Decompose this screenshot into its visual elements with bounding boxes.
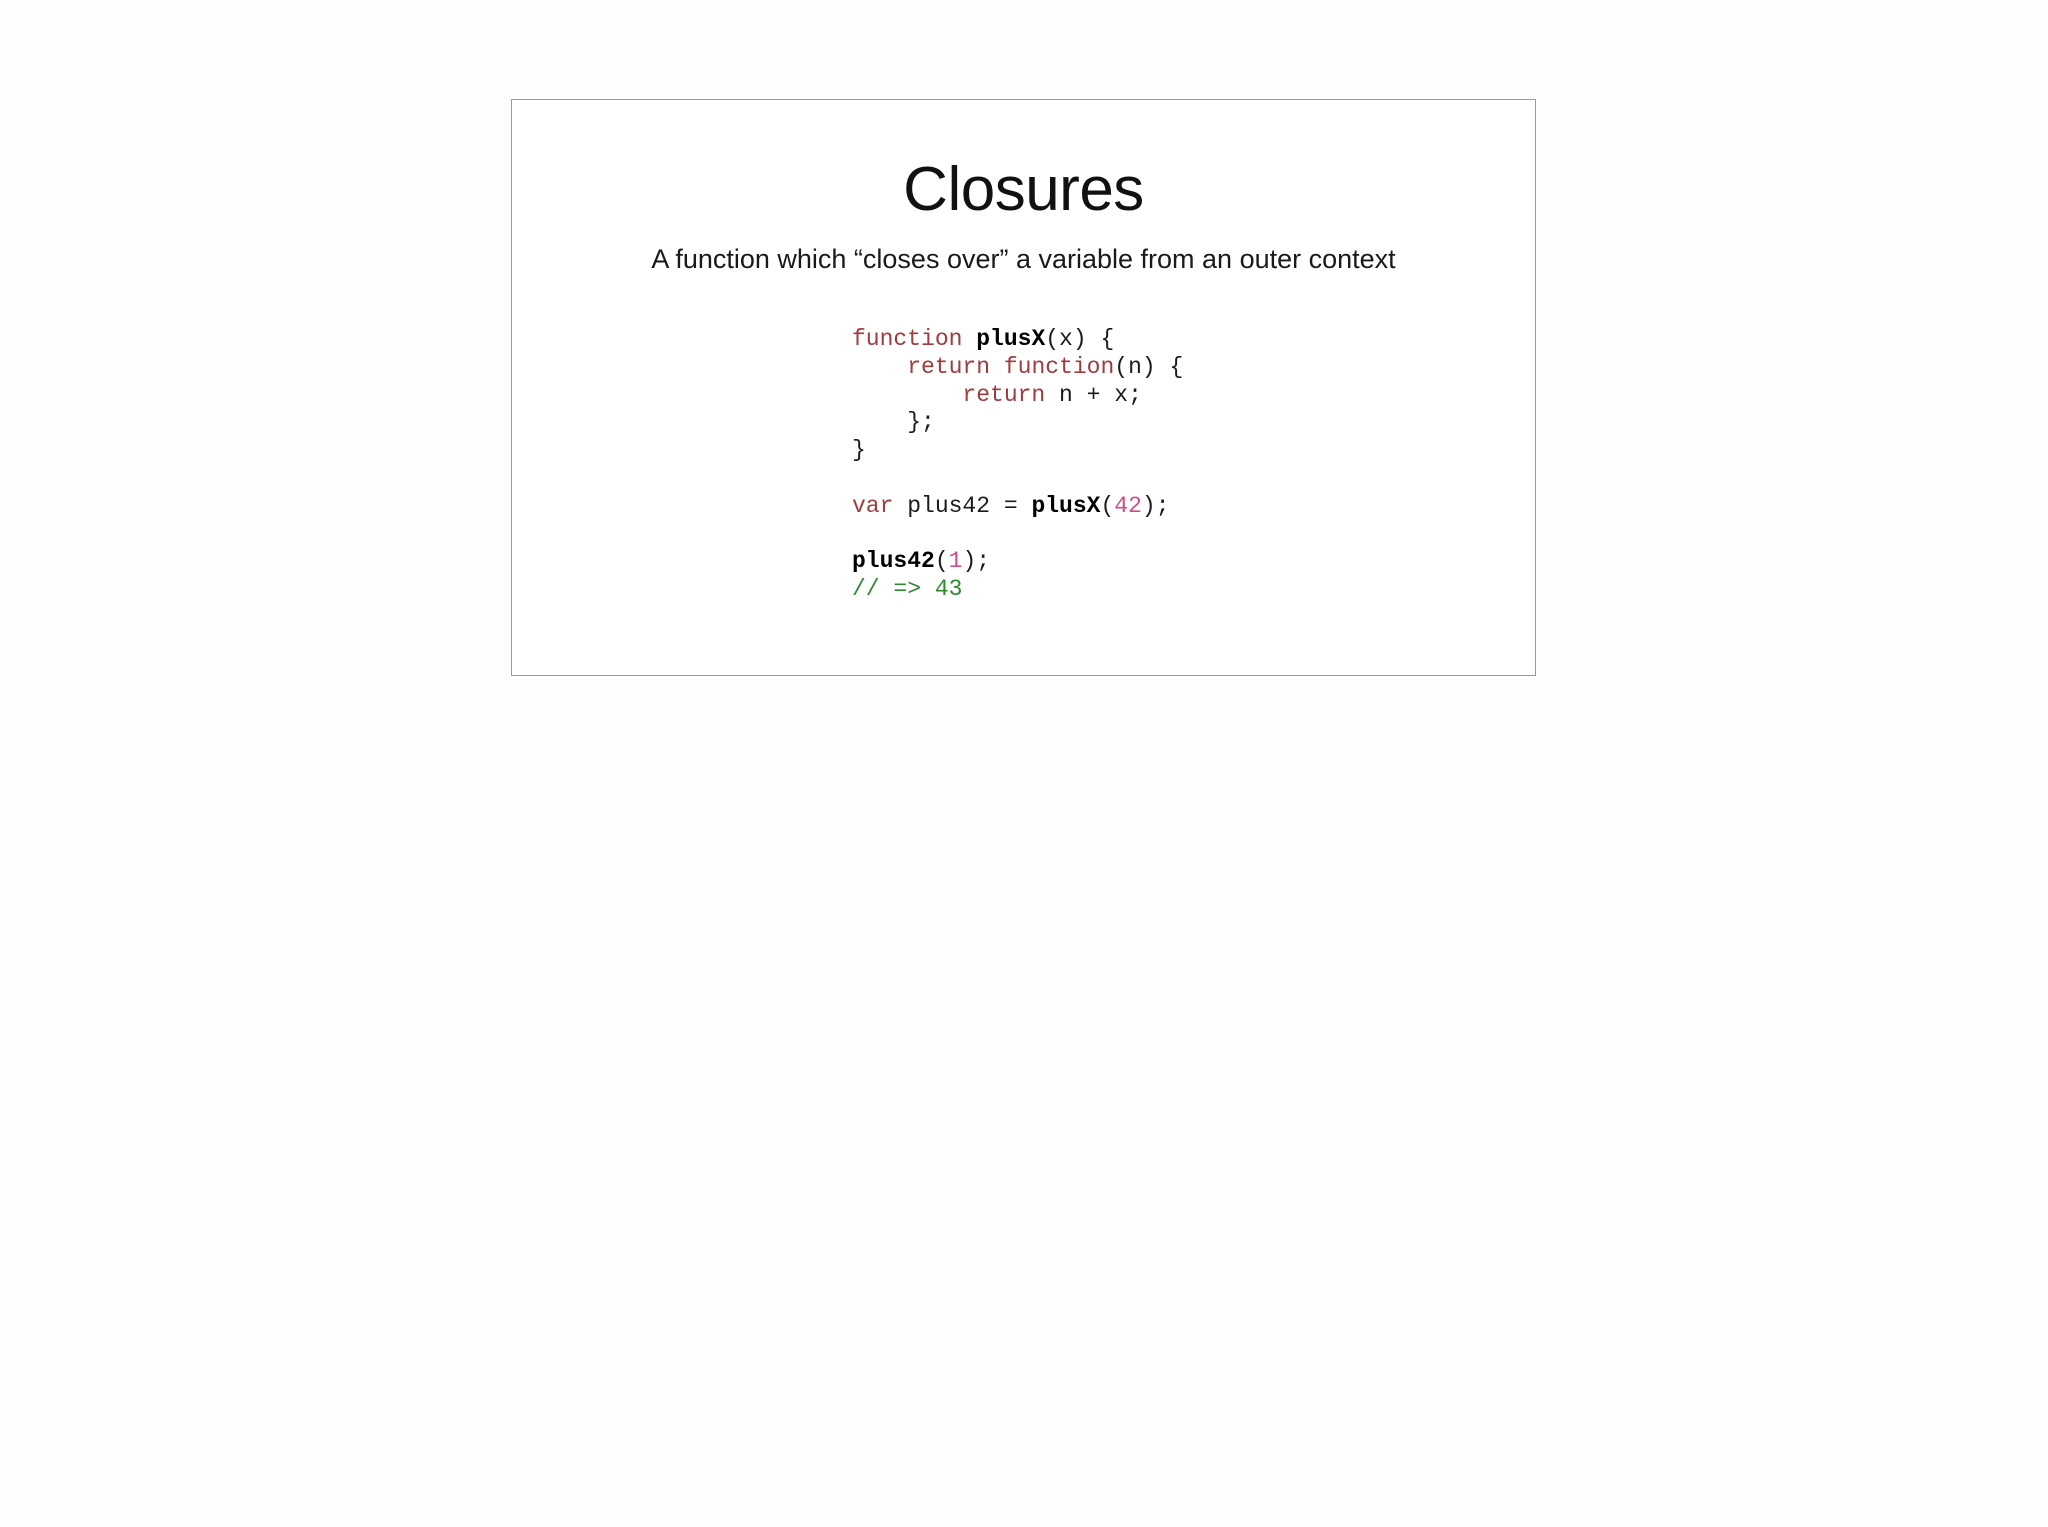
code-token-fn: plusX [976,326,1046,352]
code-token-kw: function [852,326,963,352]
code-line [852,409,1183,437]
code-token-plain: n + x; [1045,381,1142,408]
code-token-plain [852,354,907,380]
code-line [852,326,1183,354]
code-token-kw: var [852,492,894,519]
code-token-kw: function [1003,353,1115,380]
code-token-comment: // => 43 [852,576,963,603]
slide-title: Closures [903,155,1144,224]
slide [511,99,1536,676]
code-token-plain [962,326,976,352]
code-token-plain: ); [1141,492,1170,519]
code-token-plain: ( [1100,492,1115,519]
code-line [852,437,1183,465]
code-token-plain [990,354,1004,380]
slide-subtitle: A function which “closes over” a variable from an outer context [651,244,1396,274]
code-token-kw: return [962,381,1046,408]
code-token-fn: plus42 [852,548,935,575]
code-line [852,465,1183,493]
code-token-plain: plus42 = [893,492,1032,519]
code-token-plain: ); [962,548,991,575]
code-token-plain [852,382,962,408]
code-line [852,576,1183,604]
code-line [852,521,1183,549]
code-token-plain: }; [852,409,935,436]
code-block [852,326,1183,604]
code-line [852,382,1183,410]
code-line [852,493,1183,521]
code-token-num: 1 [948,548,963,575]
code-token-plain: (x) { [1045,326,1115,352]
code-token-fn: plusX [1031,492,1101,519]
code-token-plain: } [852,437,866,464]
code-line [852,354,1183,382]
code-token-kw: return [907,353,991,380]
code-token-num: 42 [1114,492,1142,519]
code-token-plain: ( [934,548,949,575]
code-token-plain: (n) { [1114,353,1184,380]
code-line [852,548,1183,576]
